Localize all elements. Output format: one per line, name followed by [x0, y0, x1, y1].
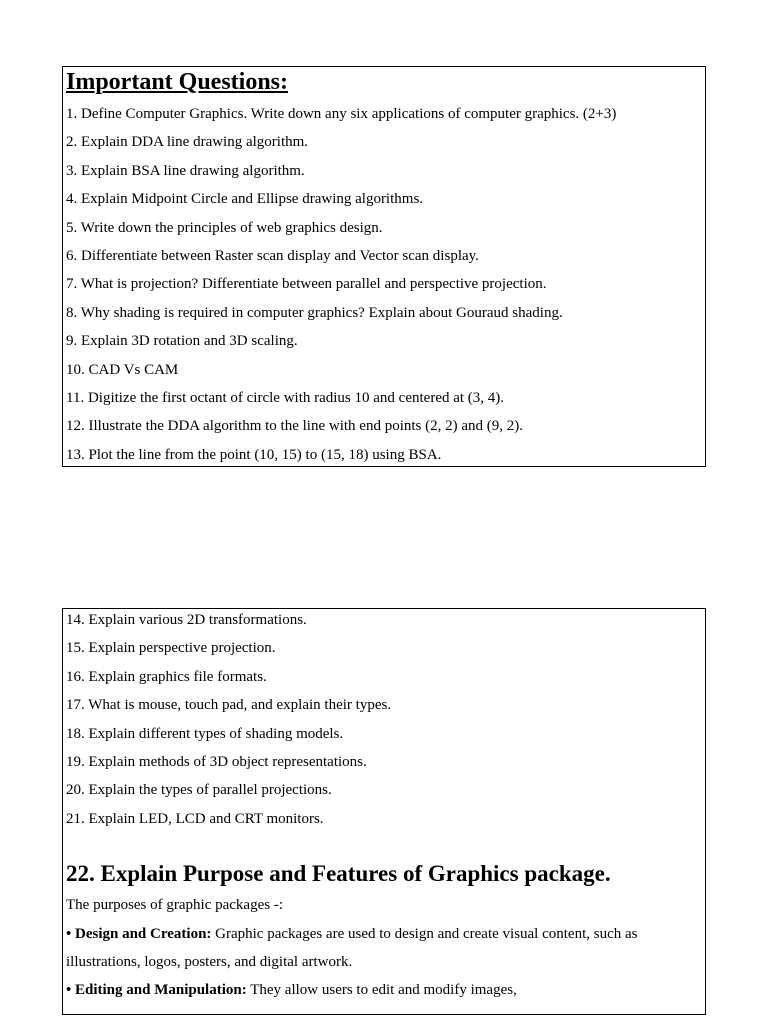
- question-7: 7. What is projection? Differentiate between parallel and perspective projection.: [66, 276, 547, 293]
- question-4: 4. Explain Midpoint Circle and Ellipse drawing algorithms.: [66, 191, 424, 208]
- question-6: 6. Differentiate between Raster scan display and Vector scan display.: [66, 248, 479, 265]
- questions-box-page-2: [62, 608, 706, 1015]
- question-2: 2. Explain DDA line drawing algorithm.: [66, 134, 309, 151]
- section-22-item-editing: [66, 976, 705, 1004]
- question-21: 21. Explain LED, LCD and CRT monitors.: [66, 810, 324, 827]
- question-16: 16. Explain graphics file formats.: [66, 668, 267, 685]
- question-1: 1. Define Computer Graphics. Write down any six applications of computer graphics. (2+3): [66, 106, 617, 122]
- questions-box-page-1: [62, 66, 706, 467]
- question-9: 9. Explain 3D rotation and 3D scaling.: [66, 333, 298, 350]
- question-12: 12. Illustrate the DDA algorithm to the line with end points (2, 2) and (9, 2).: [66, 418, 524, 435]
- question-20: 20. Explain the types of parallel projections.: [66, 782, 332, 799]
- item-design-text: Graphic packages are used to design and create visual content, such as: [211, 925, 638, 942]
- question-15: 15. Explain perspective projection.: [66, 640, 276, 657]
- question-14: 14. Explain various 2D transformations.: [66, 612, 307, 628]
- question-19: 19. Explain methods of 3D object representations.: [66, 754, 367, 771]
- question-17: 17. What is mouse, touch pad, and explain their types.: [66, 697, 392, 714]
- question-13: 13. Plot the line from the point (10, 15) to (15, 18) using BSA.: [66, 446, 442, 463]
- item-design-label: • Design and Creation:: [66, 925, 212, 942]
- important-questions-heading: Important Questions:: [66, 69, 289, 95]
- section-22-item-design: [66, 920, 705, 948]
- item-editing-label: • Editing and Manipulation:: [66, 982, 247, 999]
- question-11: 11. Digitize the first octant of circle with radius 10 and centered at (3, 4).: [66, 390, 505, 407]
- section-22-heading: 22. Explain Purpose and Features of Graphics package.: [66, 861, 611, 887]
- question-8: 8. Why shading is required in computer graphics? Explain about Gouraud shading.: [66, 304, 563, 321]
- section-22-intro: The purposes of graphic packages -:: [66, 897, 284, 914]
- question-5: 5. Write down the principles of web graphics design.: [66, 219, 383, 236]
- item-editing-text: They allow users to edit and modify images,: [246, 982, 517, 999]
- section-22-item-design-continued: illustrations, logos, posters, and digital artwork.: [66, 954, 353, 971]
- question-18: 18. Explain different types of shading models.: [66, 725, 344, 742]
- question-10: 10. CAD Vs CAM: [66, 361, 179, 378]
- question-3: 3. Explain BSA line drawing algorithm.: [66, 162, 305, 179]
